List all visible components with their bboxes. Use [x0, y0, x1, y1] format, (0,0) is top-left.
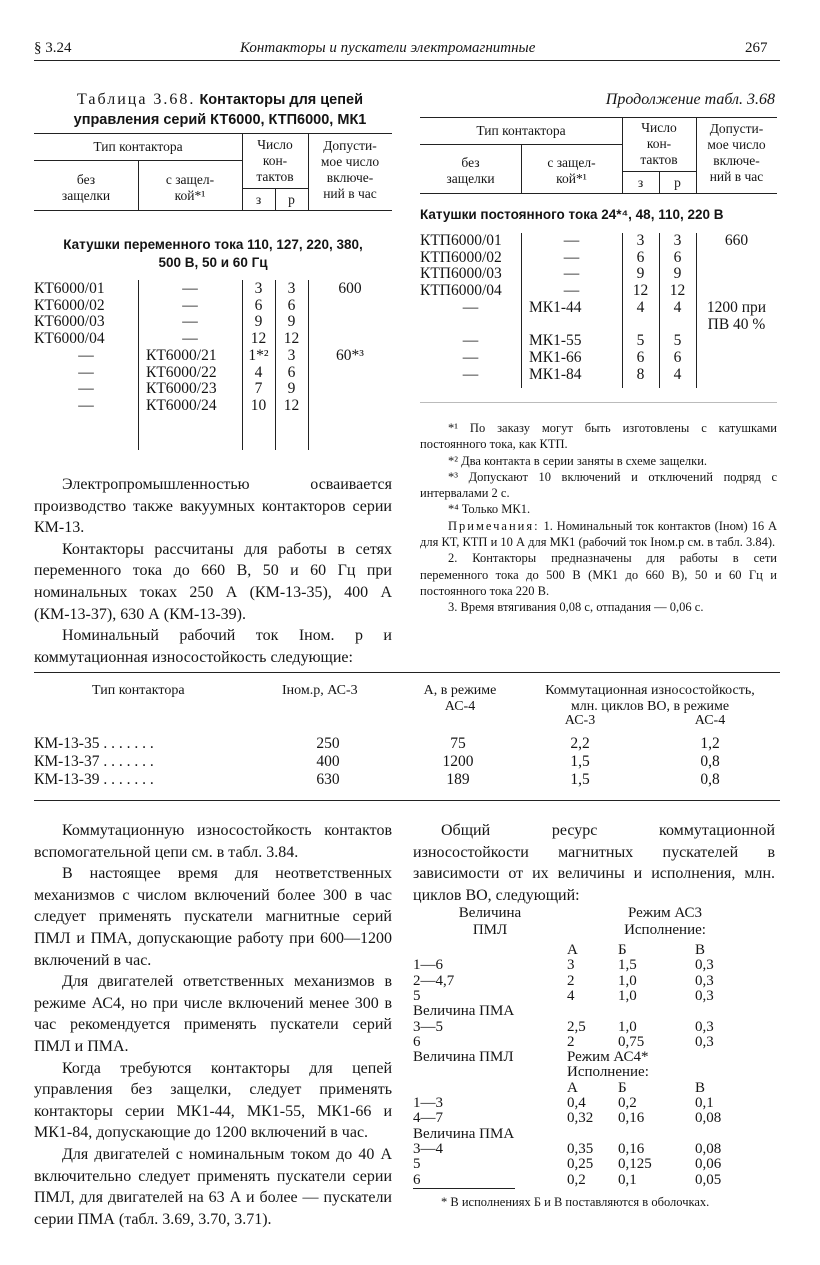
ac3-pml-row-v: 0,3 — [695, 957, 714, 974]
ac-row-r: 3 — [287, 280, 296, 297]
ac-row-allowed: 60*³ — [336, 346, 364, 364]
km-row-ac4-current: 189 — [446, 771, 470, 788]
bottom-left-para-2: В настоящее время для неответственных механизмов с числом включений более 300 в час следует применять пускатели магнитные серий ПМЛ и ПМА, допускающие работу при 600—1200 включений в час. — [34, 865, 392, 969]
ac-row-latch: КТ6000/21 — [146, 346, 217, 364]
dc-row-r: 4 — [673, 298, 682, 316]
header-title: Контакторы и пускатели электромагнитные — [240, 40, 536, 56]
km-row-inom: 630 — [316, 771, 340, 788]
dc-row-z: 8 — [636, 365, 645, 383]
ac-row-latch: КТ6000/22 — [146, 363, 217, 381]
bottom-footnote-rule — [413, 1188, 515, 1189]
ac3-pma-label: Величина ПМА — [413, 1003, 515, 1020]
ac-row-r: 6 — [287, 296, 296, 314]
ac3-columns-b: Б — [618, 942, 627, 958]
ac-row-no-latch: КТ6000/04 — [34, 330, 105, 348]
col-contacts-header-cont: Число кон- тактов — [640, 120, 678, 167]
km-row-type: КМ-13-37 . . . . . . . — [34, 753, 154, 770]
ac3-pml-row-size: 2—4,7 — [413, 972, 455, 989]
dc-row-allowed: ПВ 40 % — [707, 315, 766, 333]
col-allowed-header: Допусти- мое число включе- ний в час — [320, 138, 380, 201]
ac3-pml-row-v: 0,3 — [695, 987, 714, 1004]
dc-row-r: 9 — [673, 265, 682, 283]
wear-size-header: Величина ПМЛ — [458, 905, 522, 938]
km-col-ac4b: АС-4 — [694, 713, 726, 728]
col-no-latch-header-cont: без защелки — [446, 155, 495, 186]
ac-row-latch: КТ6000/24 — [146, 396, 217, 414]
table-footnotes — [420, 420, 777, 616]
ac-row-z: 9 — [254, 313, 263, 331]
ac4-pml-row-v: 0,1 — [695, 1095, 714, 1111]
ac4-mode-label: Режим АС4* — [567, 1049, 649, 1066]
ac4-pma-row-size: 6 — [413, 1171, 421, 1188]
table-caption-title-1: Контакторы для цепей — [199, 92, 363, 108]
dc-row-no-latch: КТП6000/04 — [420, 282, 502, 300]
ac-row-no-latch: КТ6000/03 — [34, 313, 105, 331]
col-r-header-cont: р — [674, 175, 681, 190]
ac3-pml-row-a: 3 — [567, 957, 575, 974]
km-row-wear-ac4: 1,2 — [700, 735, 720, 752]
km-row-wear-ac4: 0,8 — [700, 771, 720, 788]
dc-row-z: 12 — [632, 282, 649, 300]
table-caption — [50, 90, 390, 130]
ac4-pml-row-v: 0,08 — [695, 1110, 722, 1127]
ac-coils-title: Катушки переменного тока 110, 127, 220, 380, 500 В, 50 и 60 Гц — [63, 237, 363, 270]
ac3-pma-row-a: 2,5 — [567, 1018, 586, 1035]
ac3-pml-row-b: 1,0 — [618, 987, 637, 1004]
ac3-pma-row-size: 6 — [413, 1033, 421, 1050]
dc-row-r: 12 — [669, 282, 686, 300]
ac3-pma-row-b: 1,0 — [618, 1018, 637, 1035]
dc-row-r: 6 — [673, 248, 682, 266]
col-z-header: з — [255, 192, 262, 207]
ac3-pml-row-v: 0,3 — [695, 972, 714, 989]
ac-row-r: 6 — [287, 363, 296, 381]
dc-row-latch: — — [563, 248, 580, 266]
ac-row-r: 12 — [283, 330, 300, 348]
ac4-pma-row-size: 5 — [413, 1156, 421, 1173]
ac4-columns-a: А — [567, 1079, 578, 1096]
ac-row-latch: КТ6000/23 — [146, 380, 217, 398]
bottom-left-para-3: Для двигателей ответственных механизмов в режиме АС4, но при числе включений менее 300 в час рекомендуется применять пускатели серий ПМЛ и ПМА. — [34, 973, 392, 1055]
bottom-right-intro: Общий ресурс коммутационной износостойкости магнитных пускателей в зависимости от их величины и исполнения, млн. циклов ВО, следующий: — [413, 822, 775, 904]
ac-row-no-latch: — — [78, 396, 94, 414]
col-no-latch-header: без защелки — [61, 172, 111, 203]
km-row-ac4-current: 1200 — [442, 753, 474, 770]
col-type-header-cont: Тип контактора — [476, 123, 566, 138]
ac4-pma-row-b: 0,125 — [618, 1156, 652, 1173]
ac4-pml-row-a: 0,32 — [567, 1110, 594, 1127]
ac-row-r: 9 — [287, 380, 296, 398]
dc-row-no-latch: — — [462, 348, 479, 366]
col-latch-header: с защел- кой*¹ — [165, 172, 215, 203]
ac4-pma-row-size: 3—4 — [413, 1140, 443, 1157]
ac4-pma-row-v: 0,05 — [695, 1171, 722, 1188]
ac-row-latch: — — [182, 280, 198, 297]
ac-row-no-latch: КТ6000/02 — [34, 296, 105, 314]
ac-row-no-latch: — — [78, 380, 94, 398]
dc-row-latch: МК1-44 — [529, 298, 582, 316]
dc-row-latch: МК1-55 — [529, 332, 582, 350]
left-text — [34, 474, 392, 668]
footnote-4: *⁴ Только МК1. — [448, 502, 531, 517]
bottom-left-text — [34, 820, 392, 1230]
ac3-pml-row-size: 5 — [413, 987, 421, 1004]
ac3-pma-row-v: 0,3 — [695, 1018, 714, 1035]
dc-row-no-latch: — — [462, 298, 479, 316]
dc-row-r: 4 — [673, 365, 682, 383]
ac4-pma-row-a: 0,25 — [567, 1156, 594, 1173]
dc-row-r: 3 — [673, 232, 682, 249]
footnote-2: *² Два контакта в серии заняты в схеме защелки. — [448, 453, 708, 468]
km-row-inom: 400 — [316, 753, 340, 770]
ac-row-z: 1*² — [248, 346, 269, 364]
ac4-columns-v: В — [695, 1079, 706, 1096]
ac-row-r: 12 — [283, 396, 300, 414]
table-continuation: Продолжение табл. 3.68 — [605, 91, 775, 108]
ac4-pma-label: Величина ПМА — [413, 1125, 515, 1142]
dc-row-no-latch: — — [462, 332, 479, 350]
km-col-type: Тип контактора — [92, 683, 185, 698]
ac3-pml-row-a: 2 — [567, 972, 575, 989]
footnote-3: *³ Допускают 10 включений и отключений подряд с интервалами 2 с. — [420, 469, 777, 501]
col-r-header: р — [288, 192, 295, 207]
dc-row-allowed: 1200 при — [706, 298, 767, 316]
left-para-3: Номинальный рабочий ток Iном. р и коммутационная износостойкость следующие: — [34, 627, 392, 666]
ac-row-z: 7 — [254, 380, 263, 398]
col-type-header: Тип контактора — [93, 139, 183, 154]
km-row-wear-ac3: 2,2 — [570, 735, 590, 752]
ac4-pma-row-v: 0,06 — [695, 1156, 722, 1173]
ac3-pma-row-size: 3—5 — [413, 1018, 443, 1035]
km-row-inom: 250 — [316, 735, 340, 752]
ac4-pml-label: Величина ПМЛ — [413, 1049, 514, 1066]
ac3-pml-row-a: 4 — [567, 987, 575, 1004]
note-1: 1. Номинальный ток контактов (Iном) 16 А для КТ, КТП и 10 А для МК1 (рабочий ток Iном.р см. в табл. 3.84). — [420, 518, 777, 550]
km-col-wear: Коммутационная износостойкость, млн. циклов ВО, в режиме — [545, 683, 755, 714]
km-table-top-rule — [34, 672, 780, 673]
col-allowed-header-cont: Допусти- мое число включе- ний в час — [707, 121, 766, 184]
dc-row-latch: МК1-66 — [529, 348, 582, 366]
ac4-pml-row-b: 0,16 — [618, 1110, 645, 1127]
col-z-header-cont: з — [637, 175, 644, 190]
ac-row-z: 6 — [254, 296, 263, 314]
km-row-type: КМ-13-35 . . . . . . . — [34, 735, 154, 752]
ac3-columns-v: В — [695, 942, 706, 958]
ac-row-latch: — — [182, 330, 198, 348]
header-page-number: 267 — [745, 40, 768, 56]
ac4-pml-row-size: 1—3 — [413, 1095, 443, 1111]
ac3-pma-row-v: 0,3 — [695, 1033, 714, 1050]
ac4-pml-row-a: 0,4 — [567, 1095, 586, 1111]
ac3-pma-row-b: 0,75 — [618, 1033, 645, 1050]
note-2: 2. Контакторы предназначены для работы в сети переменного тока до 500 В (МК1 до 660 В), 50 и 60 Гц и постоянного тока 220 В. — [420, 551, 777, 598]
dc-row-latch: — — [563, 232, 580, 249]
ac3-pml-row-b: 1,0 — [618, 972, 637, 989]
bottom-left-para-4: Когда требуются контакторы для цепей управления без защелки, следует применять контакторы серии МК1-44, МК1-55, МК1-66 и МК1-84, допускающие до 1200 включений в час. — [34, 1059, 392, 1142]
km-row-wear-ac3: 1,5 — [570, 753, 590, 770]
ac-row-allowed: 600 — [338, 280, 362, 297]
dc-row-no-latch: КТП6000/01 — [420, 232, 502, 249]
dc-row-latch: — — [563, 282, 580, 300]
dc-row-z: 5 — [636, 332, 645, 350]
ac3-pml-row-b: 1,5 — [618, 957, 637, 974]
ac4-pma-row-b: 0,1 — [618, 1171, 637, 1188]
dc-coils-title: Катушки постоянного тока 24*⁴, 48, 110, 220 В — [420, 207, 724, 222]
ac-row-z: 4 — [254, 363, 263, 381]
ac-row-no-latch: КТ6000/01 — [34, 280, 105, 297]
left-para-2: Контакторы рассчитаны для работы в сетях переменного тока до 660 В, 50 и 60 Гц при номинальных токах 250 А (КМ-13-35), 400 А (КМ-13-37), 630 А (КМ-13-39). — [34, 540, 392, 623]
km-row-wear-ac3: 1,5 — [570, 771, 590, 788]
ac-row-z: 3 — [254, 280, 263, 297]
ac-row-no-latch: — — [78, 363, 94, 381]
dc-row-z: 6 — [636, 248, 645, 266]
km-col-inom: Iном.р, АС-3 — [282, 683, 358, 698]
ac-row-latch: — — [182, 313, 198, 331]
ac3-pml-row-size: 1—6 — [413, 957, 443, 974]
km-row-wear-ac4: 0,8 — [700, 753, 720, 770]
bottom-left-para-5: Для двигателей с номинальным током до 40 А включительно следует применять пускатели серии ПМЛ, для двигателей на 63 А и более — пускатели серии ПМА (табл. 3.69, 3.70, 3.71). — [34, 1145, 392, 1228]
header-rule — [34, 60, 780, 61]
ac4-pml-row-b: 0,2 — [618, 1095, 637, 1111]
km-table-bottom-rule — [34, 800, 780, 801]
note-3: 3. Время втягивания 0,08 с, отпадания — 0,06 с. — [448, 600, 704, 615]
dc-row-z: 3 — [636, 232, 645, 249]
wear-mode-header: Режим АС3 Исполнение: — [624, 905, 706, 938]
km-row-type: КМ-13-39 . . . . . . . — [34, 771, 154, 788]
km-row-ac4-current: 75 — [450, 735, 466, 752]
footnote-1: *¹ По заказу могут быть изготовлены с катушками постоянного тока, как КТП. — [420, 421, 777, 452]
dc-row-z: 9 — [636, 265, 645, 283]
ac4-exec-label: Исполнение: — [567, 1064, 649, 1081]
dc-row-r: 6 — [673, 348, 682, 366]
ac-row-z: 12 — [250, 330, 267, 348]
dc-row-no-latch: КТП6000/02 — [420, 248, 502, 266]
header-section: § 3.24 — [34, 40, 72, 56]
ac4-pma-row-b: 0,16 — [618, 1140, 645, 1157]
col-contacts-header: Число кон- тактов — [256, 137, 294, 184]
ac-row-r: 9 — [287, 313, 296, 331]
dc-row-no-latch: КТП6000/03 — [420, 265, 502, 283]
footnote-rule — [420, 402, 777, 403]
dc-row-z: 4 — [636, 298, 645, 316]
ac4-pml-row-size: 4—7 — [413, 1110, 443, 1127]
km-col-ac3: АС-3 — [564, 713, 596, 728]
dc-row-z: 6 — [636, 348, 645, 366]
dc-row-r: 5 — [673, 332, 682, 350]
bottom-footnote: * В исполнениях Б и В поставляются в оболочках. — [441, 1195, 710, 1209]
bottom-left-para-1: Коммутационную износостойкость контактов вспомогательной цепи см. в табл. 3.84. — [34, 822, 392, 861]
table-caption-title-2: управления серий КТ6000, КТП6000, МК1 — [73, 112, 367, 128]
dc-row-no-latch: — — [462, 365, 479, 383]
ac-row-r: 3 — [287, 346, 296, 364]
ac3-columns-a: А — [567, 942, 578, 958]
ac3-pma-row-a: 2 — [567, 1033, 575, 1050]
ac-row-no-latch: — — [78, 346, 94, 364]
km-col-ac4: А, в режиме АС-4 — [423, 683, 497, 714]
ac4-pma-row-v: 0,08 — [695, 1140, 722, 1157]
col-latch-header-cont: с защел- кой*¹ — [547, 155, 596, 186]
ac-row-latch: — — [182, 296, 198, 314]
ac-row-z: 10 — [250, 396, 267, 414]
dc-row-latch: МК1-84 — [529, 365, 582, 383]
dc-row-allowed: 660 — [724, 232, 749, 249]
table-caption-prefix: Таблица 3.68. — [77, 91, 196, 108]
dc-row-latch: — — [563, 265, 580, 283]
ac4-pma-row-a: 0,35 — [567, 1140, 594, 1157]
left-para-1: Электропромышленностью осваивается производство также вакуумных контакторов серии КМ-13. — [34, 476, 392, 537]
ac4-pma-row-a: 0,2 — [567, 1171, 586, 1188]
ac4-columns-b: Б — [618, 1079, 627, 1096]
notes-label: Примечания: — [448, 518, 540, 533]
